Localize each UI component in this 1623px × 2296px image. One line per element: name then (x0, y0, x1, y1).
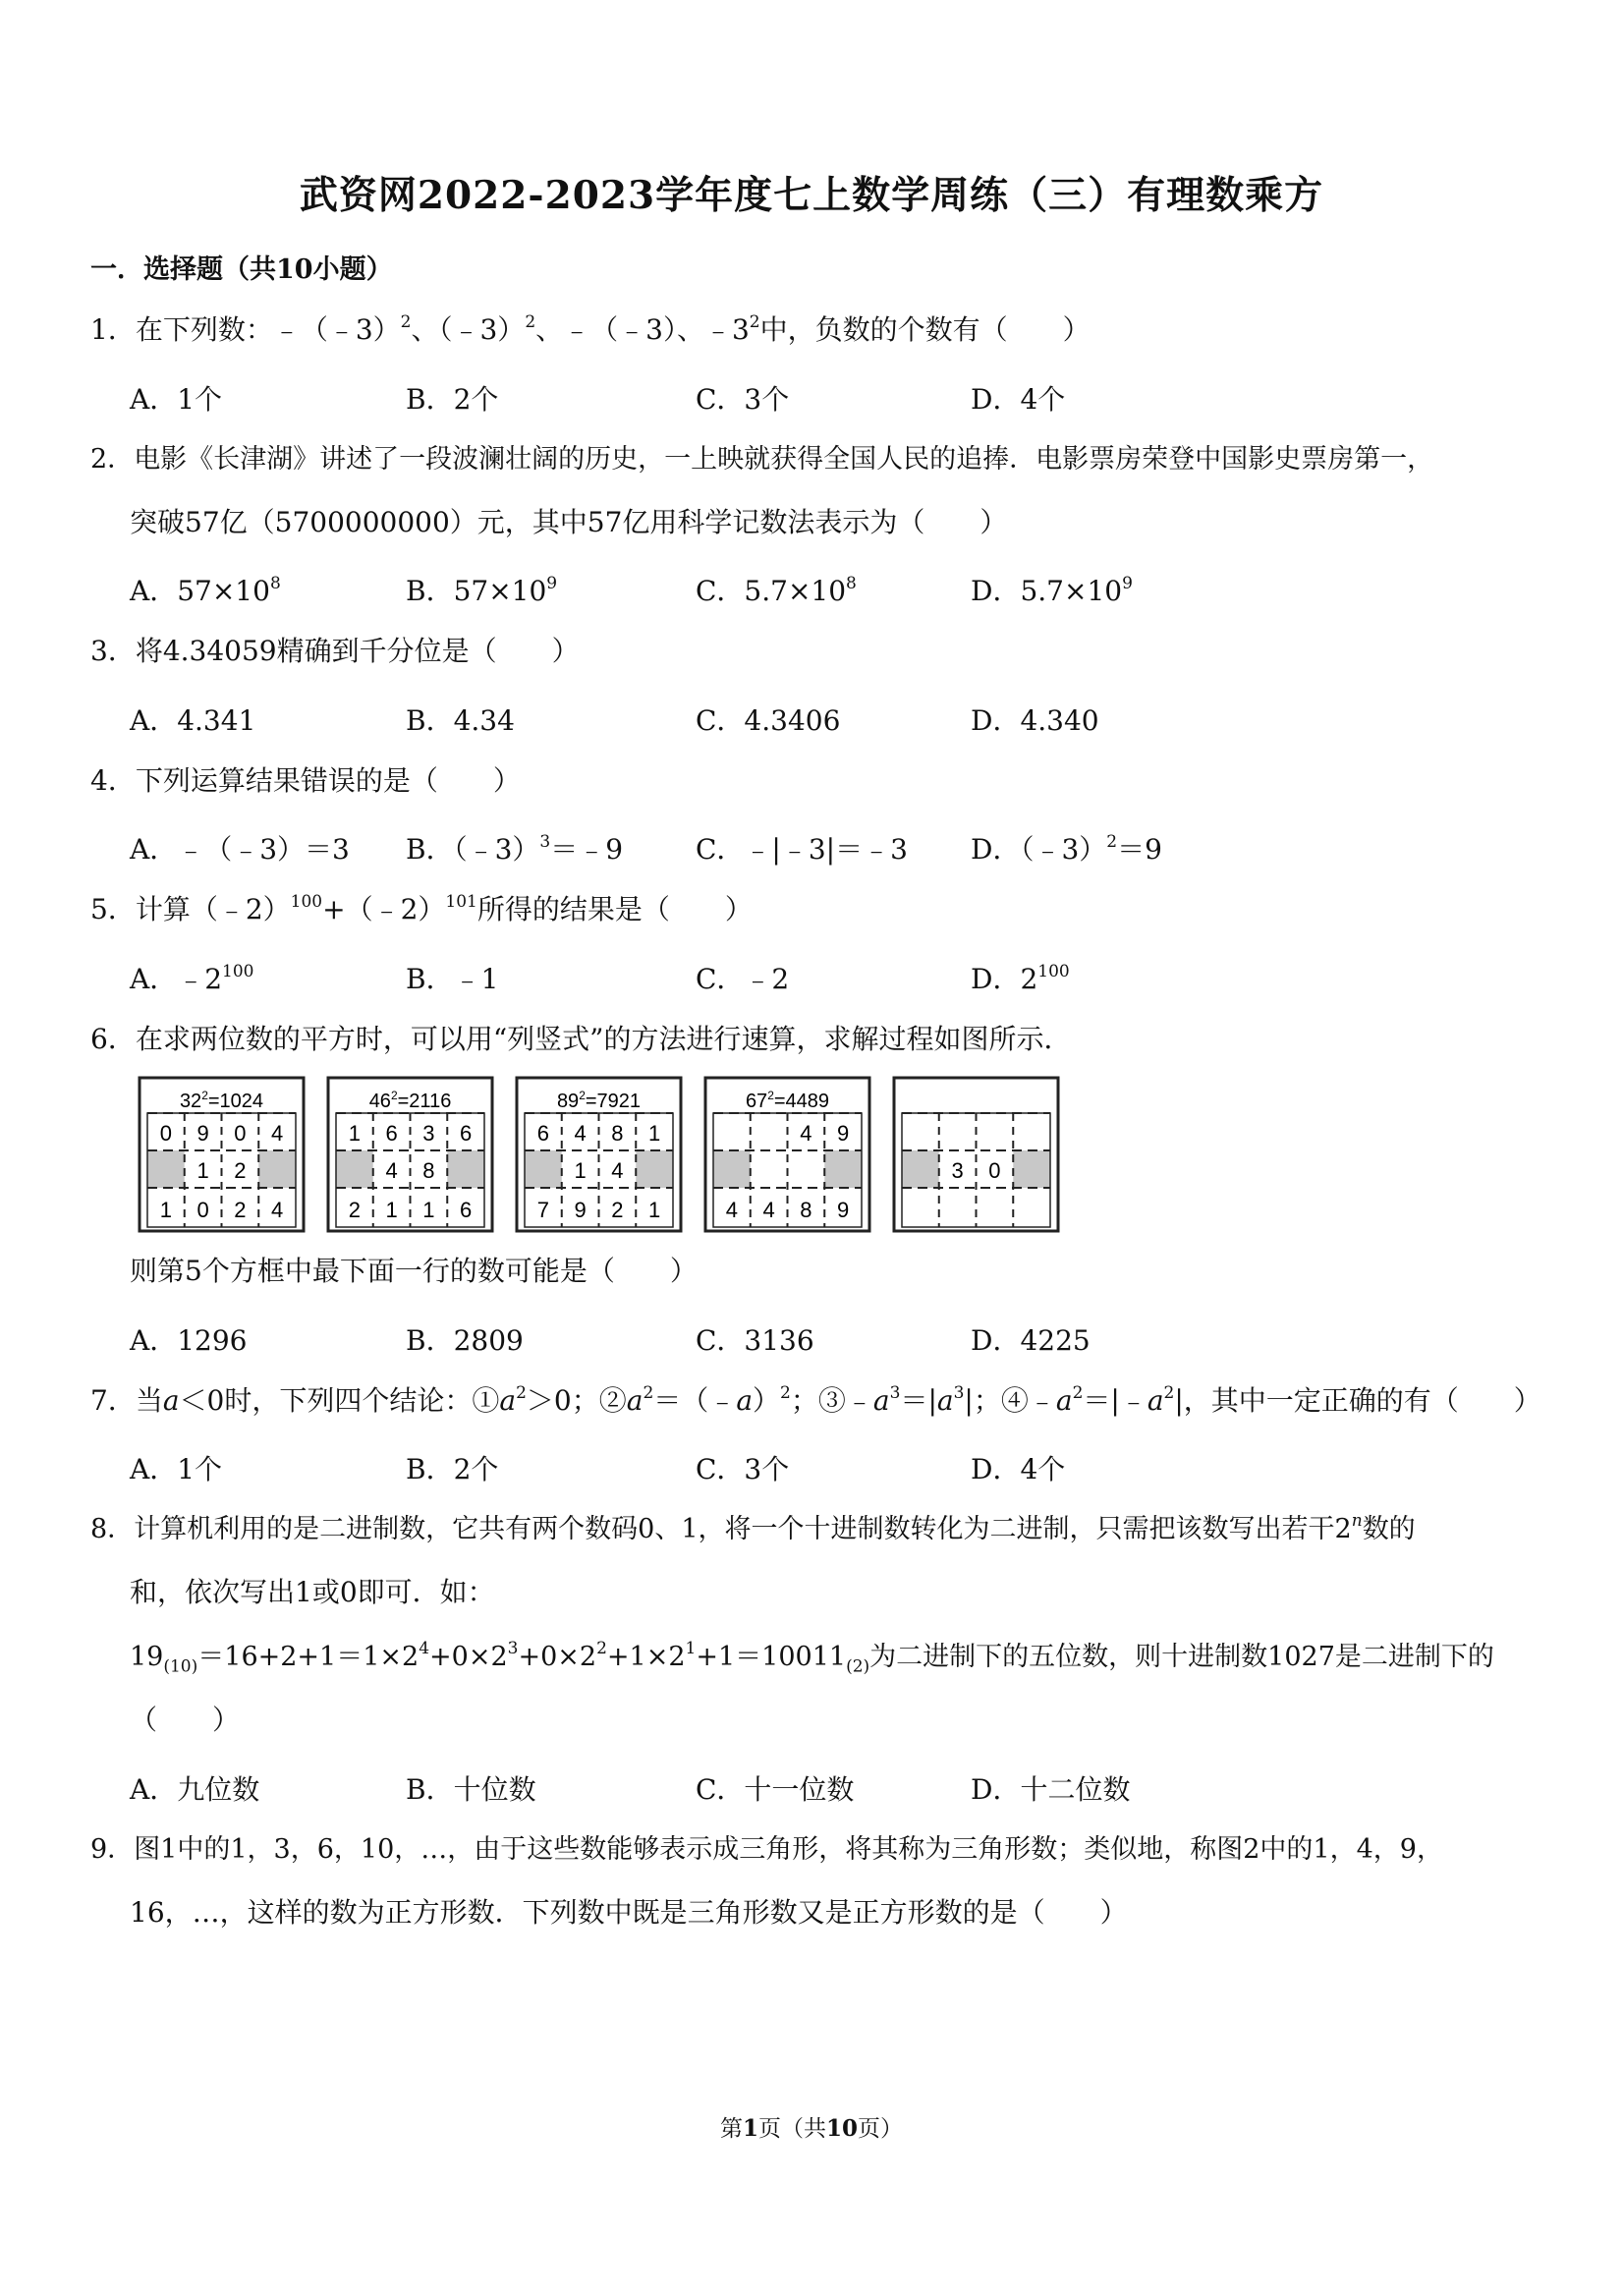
figure-shaded-cell (147, 1150, 185, 1188)
figure-digit-top: 0 (159, 1121, 172, 1146)
page-footer: 第1页（共10页） (719, 2115, 904, 2142)
page-title: 武资网2022-2023学年度七上数学周练（三）有理数乘方 (299, 173, 1324, 218)
figure-shaded-cell (336, 1150, 373, 1188)
question-7: 7．当a＜0时，下列四个结论：$①a^2>0$；$②a^2=(﹣a)^2$；$③﹣a^3=|a^3|$；$④﹣a^2=|﹣a^2|$，其中一定正确的有（ ） (90, 1382, 1541, 1417)
figure-digit-mid: 4 (611, 1158, 624, 1183)
figure-digit-top: 1 (348, 1121, 361, 1146)
q4-option-d[interactable]: D．（﹣3）$^2$＝9 (971, 831, 1162, 866)
question-8: 8．计算机利用的是二进制数，它共有两个数码0、1，将一个十进制数转化为二进制，只需把该数写出若干2$^n$数的 (90, 1511, 1416, 1544)
q8-option-a[interactable]: A．九位数 (130, 1773, 260, 1806)
figure-header: $32^2=1024$ (179, 1089, 264, 1112)
q5-option-a[interactable]: A．$﹣2^{100}$ (130, 961, 254, 995)
figure-header: $46^2=2116$ (368, 1089, 452, 1112)
figure-digit-top: 9 (837, 1121, 850, 1146)
q3-option-c[interactable]: C．4.3406 (696, 704, 841, 737)
figure-shaded-cell (525, 1150, 562, 1188)
q2-option-b[interactable]: B．$57\times 10^9$ (406, 573, 558, 607)
figure-digit-bottom: 8 (800, 1198, 812, 1222)
q6-option-d[interactable]: D．4225 (971, 1324, 1091, 1357)
figure-digit-top: 4 (271, 1121, 284, 1146)
q4-option-c[interactable]: C．﹣|﹣3|＝﹣3 (696, 833, 908, 866)
figure-digit-top: 9 (196, 1121, 209, 1146)
figure-digit-bottom: 2 (348, 1198, 361, 1222)
figure-shaded-cell (902, 1150, 939, 1188)
q1-option-d[interactable]: D．4个 (971, 383, 1066, 416)
figure-digit-mid: 1 (196, 1158, 209, 1183)
figure-digit-mid: 4 (385, 1158, 398, 1183)
q7-option-b[interactable]: B．2个 (406, 1453, 499, 1485)
section-heading: 一．选择题（共10小题） (90, 254, 393, 285)
figure-digit-top: 4 (800, 1121, 812, 1146)
figure-digit-bottom: 4 (725, 1198, 738, 1222)
figure-digit-bottom: 4 (271, 1198, 284, 1222)
q6-figure (138, 1076, 1061, 1233)
figure-digit-bottom: 2 (611, 1198, 624, 1222)
q2-option-c[interactable]: C．$5.7\times 10^8$ (696, 573, 857, 607)
q1-option-a[interactable]: A．1个 (130, 383, 223, 416)
figure-digit-top: 4 (574, 1121, 587, 1146)
question-4: 4．下列运算结果错误的是（ ） (90, 764, 521, 797)
q8-option-d[interactable]: D．十二位数 (971, 1773, 1131, 1806)
figure-digit-bottom: 9 (574, 1198, 587, 1222)
q6-option-a[interactable]: A．1296 (130, 1324, 248, 1357)
q2-option-a[interactable]: A．$57\times 10^8$ (130, 573, 281, 607)
figure-digit-mid: 2 (234, 1158, 247, 1183)
figure-digit-mid: 1 (574, 1158, 587, 1183)
figure-digit-bottom: 1 (385, 1198, 398, 1222)
figure-box-4 (705, 1078, 869, 1231)
q7-option-d[interactable]: D．4个 (971, 1453, 1066, 1485)
figure-digit-bottom: 2 (234, 1198, 247, 1222)
figure-digit-bottom: 1 (648, 1198, 661, 1222)
question-8-line2: 和，依次写出1或0即可．如： (130, 1576, 495, 1608)
figure-box-5 (894, 1078, 1058, 1231)
figure-digit-mid: 3 (951, 1158, 964, 1183)
figure-digit-top: 0 (234, 1121, 247, 1146)
figure-digit-bottom: 9 (837, 1198, 850, 1222)
question-2-line2: 突破57亿（5700000000）元，其中57亿用科学记数法表示为（ ） (130, 506, 1008, 538)
figure-header: $89^2=7921$ (556, 1089, 642, 1112)
figure-digit-top: 6 (460, 1121, 473, 1146)
figure-digit-mid: 0 (988, 1158, 1001, 1183)
figure-digit-mid: 8 (422, 1158, 435, 1183)
figure-box-1 (140, 1078, 304, 1231)
question-2: 2．电影《长津湖》讲述了一段波澜壮阔的历史，一上映就获得全国人民的追捧．电影票房荣登中国影史票房第一， (90, 444, 1434, 475)
question-8-line4: （ ） (130, 1704, 241, 1736)
figure-digit-bottom: 6 (460, 1198, 473, 1222)
q3-option-b[interactable]: B．4.34 (406, 704, 515, 737)
q7-option-c[interactable]: C．3个 (696, 1453, 790, 1485)
question-8-line3: $19_{(10)}=16+2+1=1\times 2^4+0\times 2^3+0\times 2^2+1\times 2^1+1=10011_{(2)}$为二进制下的五位数，则十进制数1027是二进制下的 (130, 1639, 1494, 1677)
figure-shaded-cell (713, 1150, 751, 1188)
figure-digit-top: 3 (422, 1121, 435, 1146)
figure-shaded-cell (258, 1150, 296, 1188)
figure-shaded-cell (636, 1150, 673, 1188)
q5-option-c[interactable]: C．﹣2 (696, 963, 790, 995)
question-9-line2: 16，…，这样的数为正方形数．下列数中既是三角形数又是正方形数的是（ ） (130, 1896, 1128, 1929)
q6-option-c[interactable]: C．3136 (696, 1324, 814, 1357)
figure-header: $67^2=4489$ (745, 1089, 830, 1112)
figure-digit-bottom: 4 (762, 1198, 775, 1222)
q1-option-c[interactable]: C．3个 (696, 383, 790, 416)
figure-digit-top: 8 (611, 1121, 624, 1146)
q6-option-b[interactable]: B．2809 (406, 1324, 524, 1357)
figure-digit-bottom: 1 (422, 1198, 435, 1222)
figure-digit-top: 6 (536, 1121, 549, 1146)
figure-digit-bottom: 1 (159, 1198, 172, 1222)
q3-option-a[interactable]: A．4.341 (130, 704, 256, 737)
q4-option-a[interactable]: A．﹣（﹣3）＝3 (130, 833, 350, 866)
question-6: 6．在求两位数的平方时，可以用“列竖式”的方法进行速算，求解过程如图所示． (90, 1023, 1072, 1055)
q4-option-b[interactable]: B．（﹣3）$^3$＝﹣9 (406, 831, 624, 866)
q2-option-d[interactable]: D．$5.7\times 10^9$ (971, 573, 1133, 607)
q8-option-b[interactable]: B．十位数 (406, 1773, 536, 1806)
q3-option-d[interactable]: D．4.340 (971, 704, 1099, 737)
question-3: 3．将4.34059精确到千分位是（ ） (90, 635, 580, 667)
q5-option-b[interactable]: B．﹣1 (406, 963, 499, 995)
figure-box-2 (328, 1078, 492, 1231)
q8-option-c[interactable]: C．十一位数 (696, 1773, 855, 1806)
question-5: 5．计算（﹣2）$^{100}$+（﹣2）$^{101}$所得的结果是（ ） (90, 891, 753, 925)
figure-shaded-cell (1013, 1150, 1050, 1188)
figure-digit-top: 6 (385, 1121, 398, 1146)
figure-digit-bottom: 0 (196, 1198, 209, 1222)
figure-box-3 (517, 1078, 681, 1231)
figure-shaded-cell (447, 1150, 484, 1188)
question-1: 1．在下列数：﹣（﹣3）$^2$、（﹣3）$^2$、﹣（﹣3）、$﹣3^2$中，负数的个数有（ ） (90, 311, 1091, 346)
question-6-sub: 则第5个方框中最下面一行的数可能是（ ） (130, 1255, 698, 1287)
figure-digit-bottom: 7 (536, 1198, 549, 1222)
figure-shaded-cell (824, 1150, 862, 1188)
q1-option-b[interactable]: B．2个 (406, 383, 499, 416)
question-9: 9．图1中的1，3，6，10，…，由于这些数能够表示成三角形，将其称为三角形数；类似地，称图2中的1，4，9， (90, 1834, 1443, 1865)
q5-option-d[interactable]: D．$2^{100}$ (971, 961, 1070, 995)
figure-digit-top: 1 (648, 1121, 661, 1146)
q7-option-a[interactable]: A．1个 (130, 1453, 223, 1485)
